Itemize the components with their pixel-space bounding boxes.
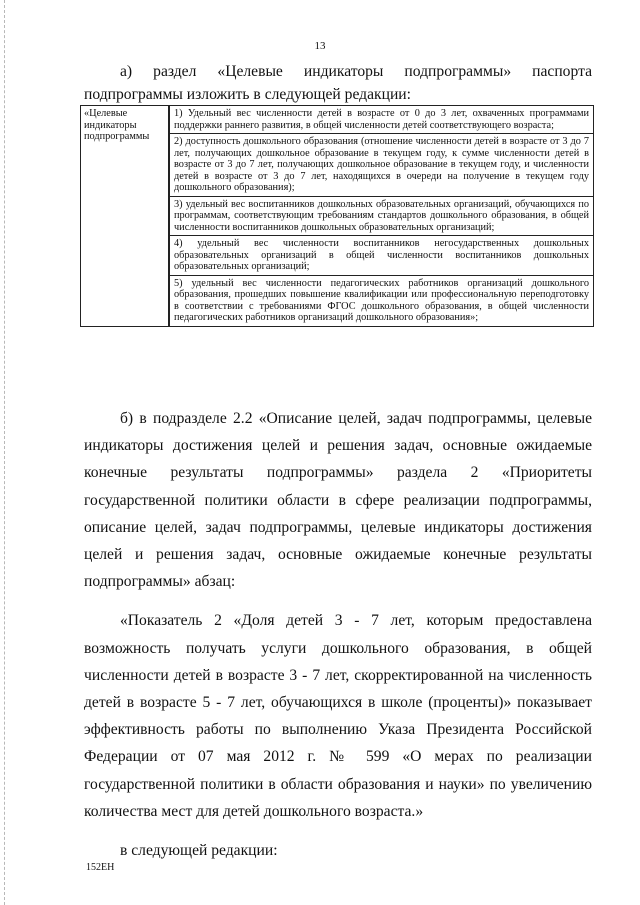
indicator-item: 2) доступность дошкольного образования (отношение численности детей в возрасте от 3 до 7 лет, получающих дошкольное образование в текущем году, к сумме численности детей в возрасте от 3 до 7 лет, получающих дошкольное образование в текущем году, и численности детей в возрасте от 3 до 7 лет, находящихся в очереди на получение в текущем году дошкольного образования); xyxy=(169,134,594,197)
indicator-item: 5) удельный вес численности педагогических работников организаций дошкольного образования, прошедших повышение квалификации или профессиональную переподготовку в соответствии с требованиями ФГОС дошкольного образования, в общей численности педагогических работников организаций дошкольного образования»; xyxy=(169,275,594,326)
section-a-paragraph xyxy=(84,60,592,106)
closing-line: в следующей редакции: xyxy=(120,842,278,860)
indicator-item: 4) удельный вес численности воспитанников негосударственных дошкольных образовательных организаций в общей численности воспитанников дошкольных образовательных организаций; xyxy=(169,236,594,276)
page-number: 13 xyxy=(314,40,326,52)
section-b-body xyxy=(84,405,592,864)
scan-edge-line xyxy=(4,0,5,905)
table-row xyxy=(81,106,594,134)
quoted-paragraph: «Показатель 2 «Доля детей 3 - 7 лет, которым предоставлена возможность получать услуги дошкольного образования, в общей численности детей в возрасте 3 - 7 лет, скорректированной на численность детей в возрасте 5 - 7 лет, обучающихся в школе (проценты)» показывает эффективность работы по выполнению Указа Президента Российской Федерации от 07 мая 2012 г. № 599 «О мерах по реализации государственной политики в области образования и науки» по увеличению количества мест для детей дошкольного возраста.» xyxy=(84,612,592,820)
target-indicators-table xyxy=(80,105,594,327)
document-code: 152ЕН xyxy=(86,862,115,873)
indicator-item: 3) удельный вес воспитанников дошкольных образовательных организаций, обучающихся по программам, соответствующим требованиям стандартов дошкольного образования, в общей численности воспитанников дошкольных образовательных организаций; xyxy=(169,196,594,236)
indicator-label-cell: «Целевые индикаторы подпрограммы xyxy=(81,106,170,327)
section-a-line2: подпрограммы изложить в следующей редакции: xyxy=(84,86,411,103)
section-a-line1: а) раздел «Целевые индикаторы подпрограммы» паспорта xyxy=(120,63,592,80)
section-b-paragraph: б) в подразделе 2.2 «Описание целей, задач подпрограммы, целевые индикаторы достижения целей и решения задач, основные ожидаемые конечные результаты подпрограммы» раздела 2 «Приоритеты государственной политики области в сфере реализации подпрограммы, описание целей, задач подпрограммы, целевые индикаторы достижения целей и решения задач, основные ожидаемые конечные результаты подпрограммы» абзац: xyxy=(84,410,592,591)
indicator-item: 1) Удельный вес численности детей в возрасте от 0 до 3 лет, охваченных программами поддержки раннего развития, в общей численности детей соответствующего возраста; xyxy=(169,106,594,134)
